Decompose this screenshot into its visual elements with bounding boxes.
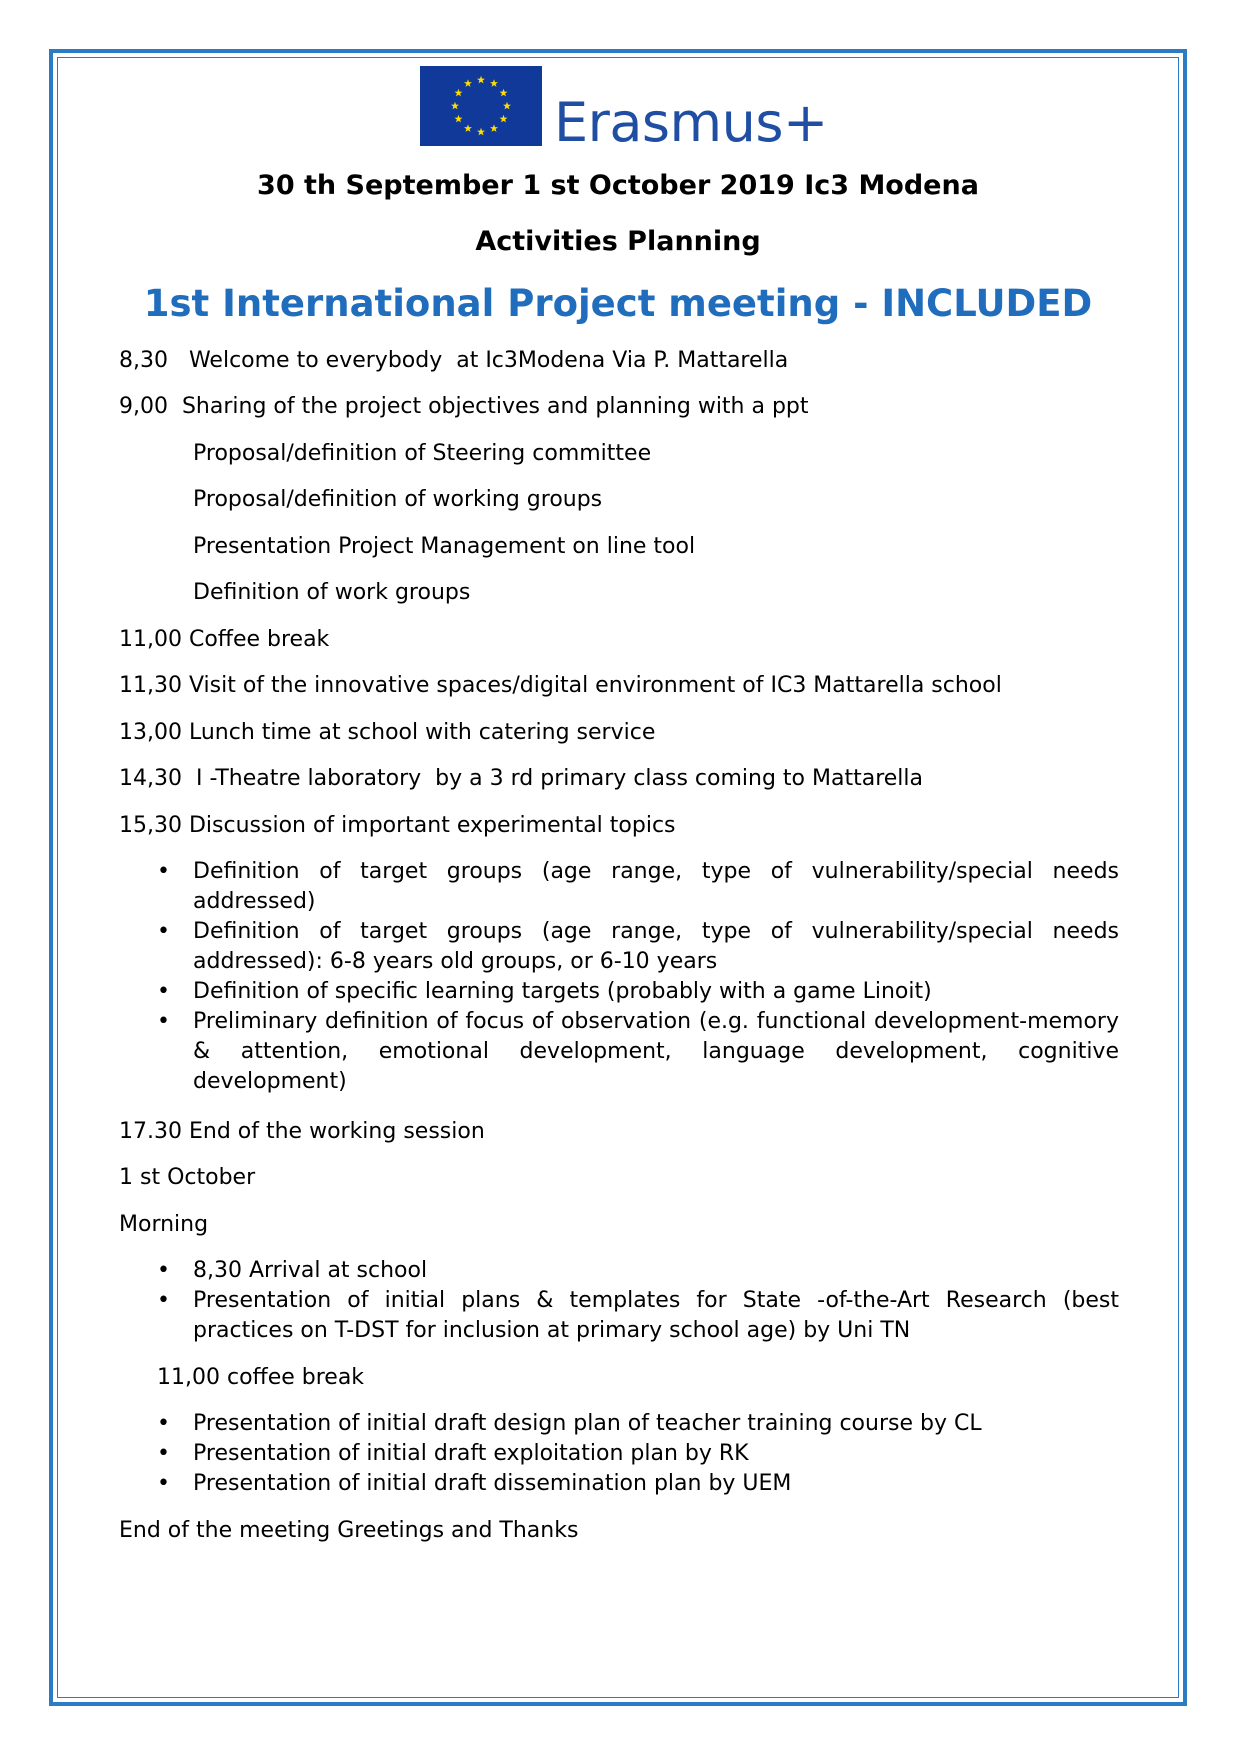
day-heading: 1 st October (119, 1165, 256, 1190)
agenda-subitem: Definition of work groups (193, 580, 471, 605)
list-item: • Presentation of initial plans & templates for State -of-the-Art Research (best practices on T-DST for inclusion at primary school age) by Uni TN (157, 1288, 1119, 1343)
agenda-item: 15,30 Discussion of important experimental topics (119, 813, 676, 838)
meeting-date: 30 th September 1 st October 2019 Ic3 Modena (257, 170, 979, 201)
agenda-item: 11,30 Visit of the innovative spaces/digital environment of IC3 Mattarella school (119, 673, 1002, 698)
discussion-topics-list (157, 857, 1119, 1097)
list-item: • Preliminary definition of focus of observation (e.g. functional development-memory & attention, emotional development, language development, cognitive development) (157, 1009, 1119, 1094)
eu-flag-icon (420, 66, 542, 146)
presentations-list (157, 1409, 1119, 1499)
agenda-item: 11,00 Coffee break (119, 627, 330, 652)
agenda-subitem: Proposal/definition of Steering committee (193, 441, 652, 466)
agenda-item: 9,00 Sharing of the project objectives and planning with a ppt (119, 394, 809, 419)
list-item: • Definition of target groups (age range, type of vulnerability/special needs addressed) (157, 859, 1119, 914)
agenda-item: 11,00 coffee break (157, 1365, 365, 1390)
list-item: • Presentation of initial draft exploitation plan by RK (157, 1439, 1119, 1469)
meeting-title: 1st International Project meeting - INCLUDED (143, 282, 1093, 325)
agenda-item: 14,30 I -Theatre laboratory by a 3 rd primary class coming to Mattarella (119, 766, 923, 791)
bullet-icon: • (157, 1471, 170, 1496)
bullet-icon: • (157, 1009, 170, 1034)
bullet-icon: • (157, 1288, 170, 1313)
agenda-subitem: Proposal/definition of working groups (193, 487, 603, 512)
bullet-icon: • (157, 979, 170, 1004)
agenda-item: 13,00 Lunch time at school with catering service (119, 720, 656, 745)
document-subtitle: Activities Planning (475, 226, 761, 257)
list-item: • Presentation of initial draft design plan of teacher training course by CL (157, 1409, 1119, 1439)
closing-line: End of the meeting Greetings and Thanks (119, 1518, 579, 1543)
bullet-icon: • (157, 919, 170, 944)
agenda-item: 8,30 Welcome to everybody at Ic3Modena Via P. Mattarella (119, 348, 789, 373)
bullet-icon: • (157, 1411, 170, 1436)
erasmus-logo (420, 64, 828, 154)
list-item: • Presentation of initial draft dissemination plan by UEM (157, 1469, 1119, 1499)
agenda-subitem: Presentation Project Management on line tool (193, 534, 696, 559)
period-heading: Morning (119, 1212, 209, 1237)
list-item: • Definition of specific learning targets (probably with a game Linoit) (157, 977, 1119, 1007)
bullet-icon: • (157, 859, 170, 884)
morning-activities-list (157, 1256, 1119, 1346)
erasmus-logo-text: Erasmus+ (554, 91, 828, 154)
bullet-icon: • (157, 1258, 170, 1283)
list-item: • Definition of target groups (age range, type of vulnerability/special needs addressed): 6-8 years old groups, or 6-10 years (157, 919, 1119, 974)
list-item: • 8,30 Arrival at school (157, 1256, 1119, 1286)
bullet-icon: • (157, 1441, 170, 1466)
agenda-item: 17.30 End of the working session (119, 1119, 485, 1144)
